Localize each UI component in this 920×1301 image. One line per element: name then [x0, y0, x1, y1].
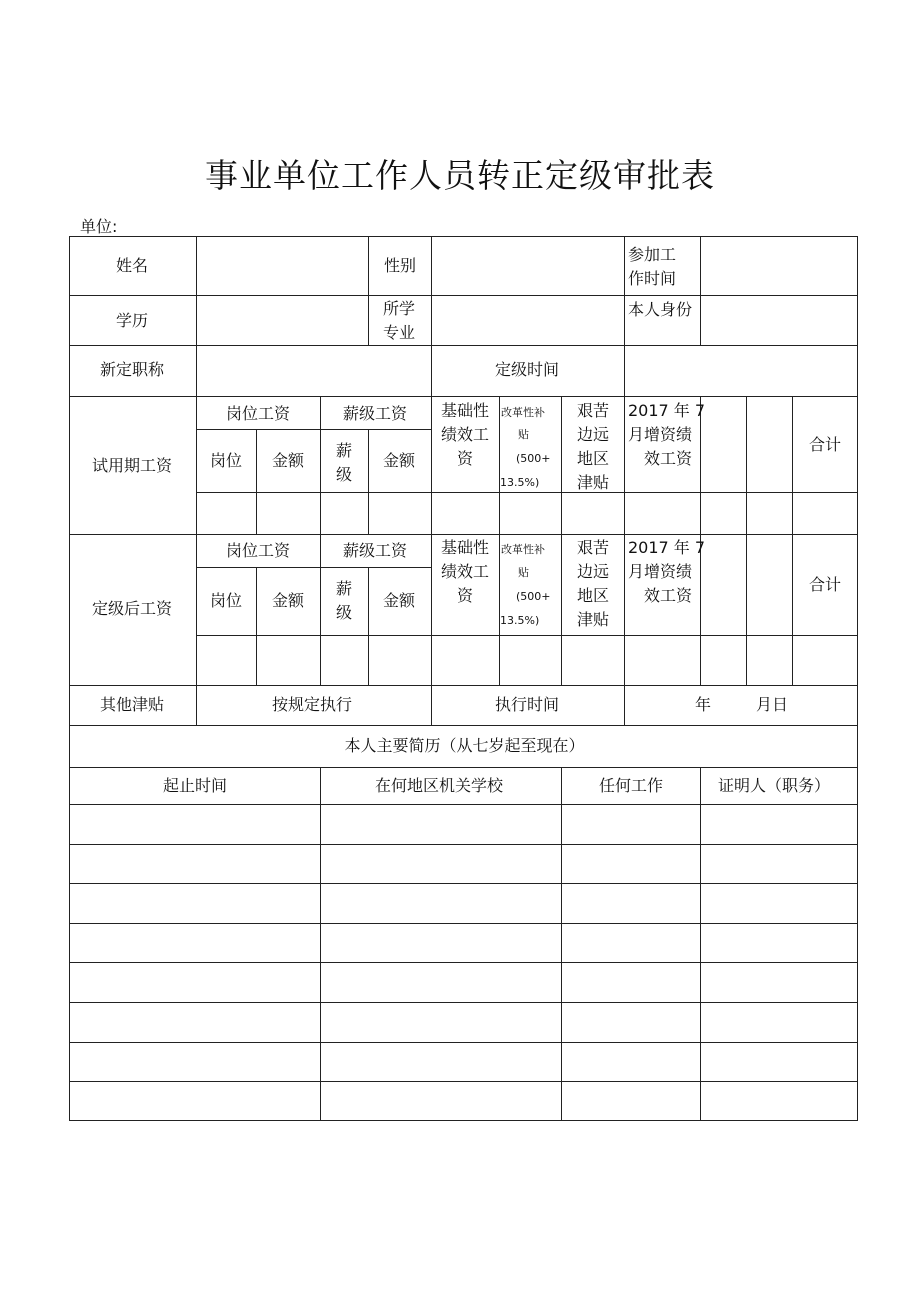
after-amount-header: 金额: [272, 591, 305, 610]
after-hardship-line2: 边远: [577, 562, 610, 581]
other-allowance-rule: 按规定执行: [272, 695, 353, 714]
probation-scale-wage-header: 薪级工资: [343, 404, 408, 423]
after-post-wage-header: 岗位工资: [226, 541, 291, 560]
after-hardship-line1: 艰苦: [577, 538, 610, 557]
probation-hardship-line1: 艰苦: [577, 401, 610, 420]
probation-salary-label: 试用期工资: [92, 456, 173, 475]
after-reform-line1: 改革性补: [501, 543, 545, 556]
probation-reform-line1: 改革性补: [501, 406, 545, 419]
probation-scale-header-line2: 级: [336, 465, 353, 484]
approval-form-table: [69, 236, 858, 1121]
after-scale-wage-header: 薪级工资: [343, 541, 408, 560]
work-start-label-line2: 作时间: [628, 269, 677, 288]
after-increase-line2: 月增资绩: [628, 562, 693, 581]
resume-title: 本人主要简历（从七岁起至现在）: [344, 736, 585, 755]
probation-scale-header-line1: 薪: [336, 441, 353, 460]
execution-year-label: 年: [695, 695, 712, 714]
probation-performance-line2: 绩效工: [441, 425, 490, 444]
after-reform-line3: (500+: [516, 590, 551, 603]
probation-amount-header: 金额: [272, 451, 305, 470]
after-reform-line2: 贴: [518, 566, 529, 579]
after-hardship-line3: 地区: [577, 586, 610, 605]
resume-header-place: 在何地区机关学校: [375, 776, 504, 795]
execution-month-day-label: 月日: [756, 695, 789, 714]
probation-increase-line2: 月增资绩: [628, 425, 693, 444]
probation-scale-amount-header: 金额: [383, 451, 416, 470]
probation-hardship-line3: 地区: [577, 449, 610, 468]
after-salary-label: 定级后工资: [92, 599, 173, 618]
probation-post-wage-header: 岗位工资: [226, 404, 291, 423]
probation-performance-line1: 基础性: [441, 401, 490, 420]
grading-time-label: 定级时间: [495, 360, 560, 379]
probation-performance-line3: 资: [457, 449, 474, 468]
work-start-label-line1: 参加工: [628, 245, 677, 264]
resume-header-period: 起止时间: [163, 776, 228, 795]
education-label: 学历: [116, 311, 149, 330]
after-scale-header-line1: 薪: [336, 579, 353, 598]
major-label-line2: 专业: [383, 323, 416, 342]
execution-time-label: 执行时间: [495, 695, 560, 714]
probation-post-header: 岗位: [210, 451, 243, 470]
after-scale-header-line2: 级: [336, 603, 353, 622]
new-title-label: 新定职称: [100, 360, 165, 379]
probation-total-header: 合计: [809, 435, 842, 454]
probation-reform-line4: 13.5%): [500, 476, 540, 489]
identity-label: 本人身份: [628, 300, 693, 319]
probation-hardship-line4: 津贴: [577, 473, 610, 492]
after-performance-line2: 绩效工: [441, 562, 490, 581]
after-scale-amount-header: 金额: [383, 591, 416, 610]
after-increase-line3: 效工资: [644, 586, 693, 605]
probation-hardship-line2: 边远: [577, 425, 610, 444]
resume-header-witness: 证明人（职务）: [718, 776, 831, 795]
other-allowance-label: 其他津贴: [100, 695, 165, 714]
after-increase-line1: 2017 年 7: [628, 538, 706, 557]
probation-increase-line3: 效工资: [644, 449, 693, 468]
probation-reform-line2: 贴: [518, 428, 529, 441]
probation-reform-line3: (500+: [516, 452, 551, 465]
major-label-line1: 所学: [383, 299, 416, 318]
name-label: 姓名: [116, 256, 149, 275]
after-performance-line1: 基础性: [441, 538, 490, 557]
after-performance-line3: 资: [457, 586, 474, 605]
gender-label: 性别: [384, 256, 417, 275]
after-hardship-line4: 津贴: [577, 610, 610, 629]
resume-header-job: 任何工作: [599, 776, 664, 795]
after-reform-line4: 13.5%): [500, 614, 540, 627]
unit-label: 单位:: [80, 217, 118, 236]
page-title: 事业单位工作人员转正定级审批表: [205, 156, 715, 195]
after-total-header: 合计: [809, 575, 842, 594]
probation-increase-line1: 2017 年 7: [628, 401, 706, 420]
after-post-header: 岗位: [210, 591, 243, 610]
